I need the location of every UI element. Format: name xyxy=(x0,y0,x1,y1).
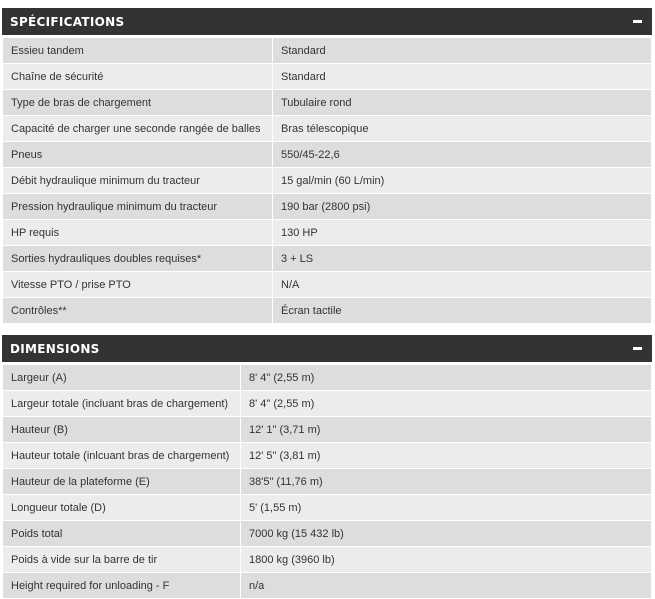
table-row xyxy=(3,417,652,443)
table-row xyxy=(3,90,652,116)
spec-value: 7000 kg (15 432 lb) xyxy=(241,521,652,547)
spec-value: Écran tactile xyxy=(273,298,652,324)
specifications-table xyxy=(2,37,652,324)
spec-value: 12' 1" (3,71 m) xyxy=(241,417,652,443)
table-row xyxy=(3,495,652,521)
table-row xyxy=(3,64,652,90)
table-row xyxy=(3,365,652,391)
spec-label: Débit hydraulique minimum du tracteur xyxy=(3,168,273,194)
spec-value: n/a xyxy=(241,573,652,599)
table-row xyxy=(3,547,652,573)
table-row xyxy=(3,298,652,324)
table-row xyxy=(3,116,652,142)
section-title: SPÉCIFICATIONS xyxy=(10,14,125,29)
spec-value: 1800 kg (3960 lb) xyxy=(241,547,652,573)
spec-label: Sorties hydrauliques doubles requises* xyxy=(3,246,273,272)
spec-label: Vitesse PTO / prise PTO xyxy=(3,272,273,298)
spec-label: Type de bras de chargement xyxy=(3,90,273,116)
spec-label: Pneus xyxy=(3,142,273,168)
spec-value: Standard xyxy=(273,64,652,90)
table-row xyxy=(3,391,652,417)
table-row xyxy=(3,220,652,246)
spec-value: 5' (1,55 m) xyxy=(241,495,652,521)
spec-value: Standard xyxy=(273,38,652,64)
table-row xyxy=(3,573,652,599)
spec-value: N/A xyxy=(273,272,652,298)
spec-value: Tubulaire rond xyxy=(273,90,652,116)
collapse-minus-icon[interactable] xyxy=(633,347,642,350)
spec-value: 8' 4" (2,55 m) xyxy=(241,391,652,417)
collapse-minus-icon[interactable] xyxy=(633,20,642,23)
spec-value: 38'5" (11,76 m) xyxy=(241,469,652,495)
section-title: DIMENSIONS xyxy=(10,341,100,356)
table-row xyxy=(3,194,652,220)
table-row xyxy=(3,168,652,194)
spec-label: Contrôles** xyxy=(3,298,273,324)
spec-value: 3 + LS xyxy=(273,246,652,272)
spec-label: HP requis xyxy=(3,220,273,246)
table-row xyxy=(3,246,652,272)
spec-value: 130 HP xyxy=(273,220,652,246)
spec-label: Poids à vide sur la barre de tir xyxy=(3,547,241,573)
dimensions-section xyxy=(2,335,652,599)
spec-value: 15 gal/min (60 L/min) xyxy=(273,168,652,194)
dimensions-header[interactable] xyxy=(2,335,652,362)
spec-label: Hauteur de la plateforme (E) xyxy=(3,469,241,495)
dimensions-table xyxy=(2,364,652,599)
table-row xyxy=(3,521,652,547)
specifications-section xyxy=(2,8,652,324)
spec-label: Pression hydraulique minimum du tracteur xyxy=(3,194,273,220)
table-row xyxy=(3,443,652,469)
spec-label: Chaîne de sécurité xyxy=(3,64,273,90)
spec-value: 550/45-22,6 xyxy=(273,142,652,168)
table-row xyxy=(3,142,652,168)
spec-label: Hauteur totale (inlcuant bras de chargement) xyxy=(3,443,241,469)
spec-label: Largeur totale (incluant bras de chargement) xyxy=(3,391,241,417)
table-row xyxy=(3,469,652,495)
table-row xyxy=(3,272,652,298)
spec-label: Longueur totale (D) xyxy=(3,495,241,521)
spec-value: 8' 4" (2,55 m) xyxy=(241,365,652,391)
spec-label: Hauteur (B) xyxy=(3,417,241,443)
spec-label: Essieu tandem xyxy=(3,38,273,64)
spec-value: 190 bar (2800 psi) xyxy=(273,194,652,220)
spec-label: Height required for unloading - F xyxy=(3,573,241,599)
table-row xyxy=(3,38,652,64)
spec-label: Poids total xyxy=(3,521,241,547)
spec-value: Bras télescopique xyxy=(273,116,652,142)
spec-label: Largeur (A) xyxy=(3,365,241,391)
spec-value: 12' 5" (3,81 m) xyxy=(241,443,652,469)
spec-label: Capacité de charger une seconde rangée de balles xyxy=(3,116,273,142)
specifications-header[interactable] xyxy=(2,8,652,35)
